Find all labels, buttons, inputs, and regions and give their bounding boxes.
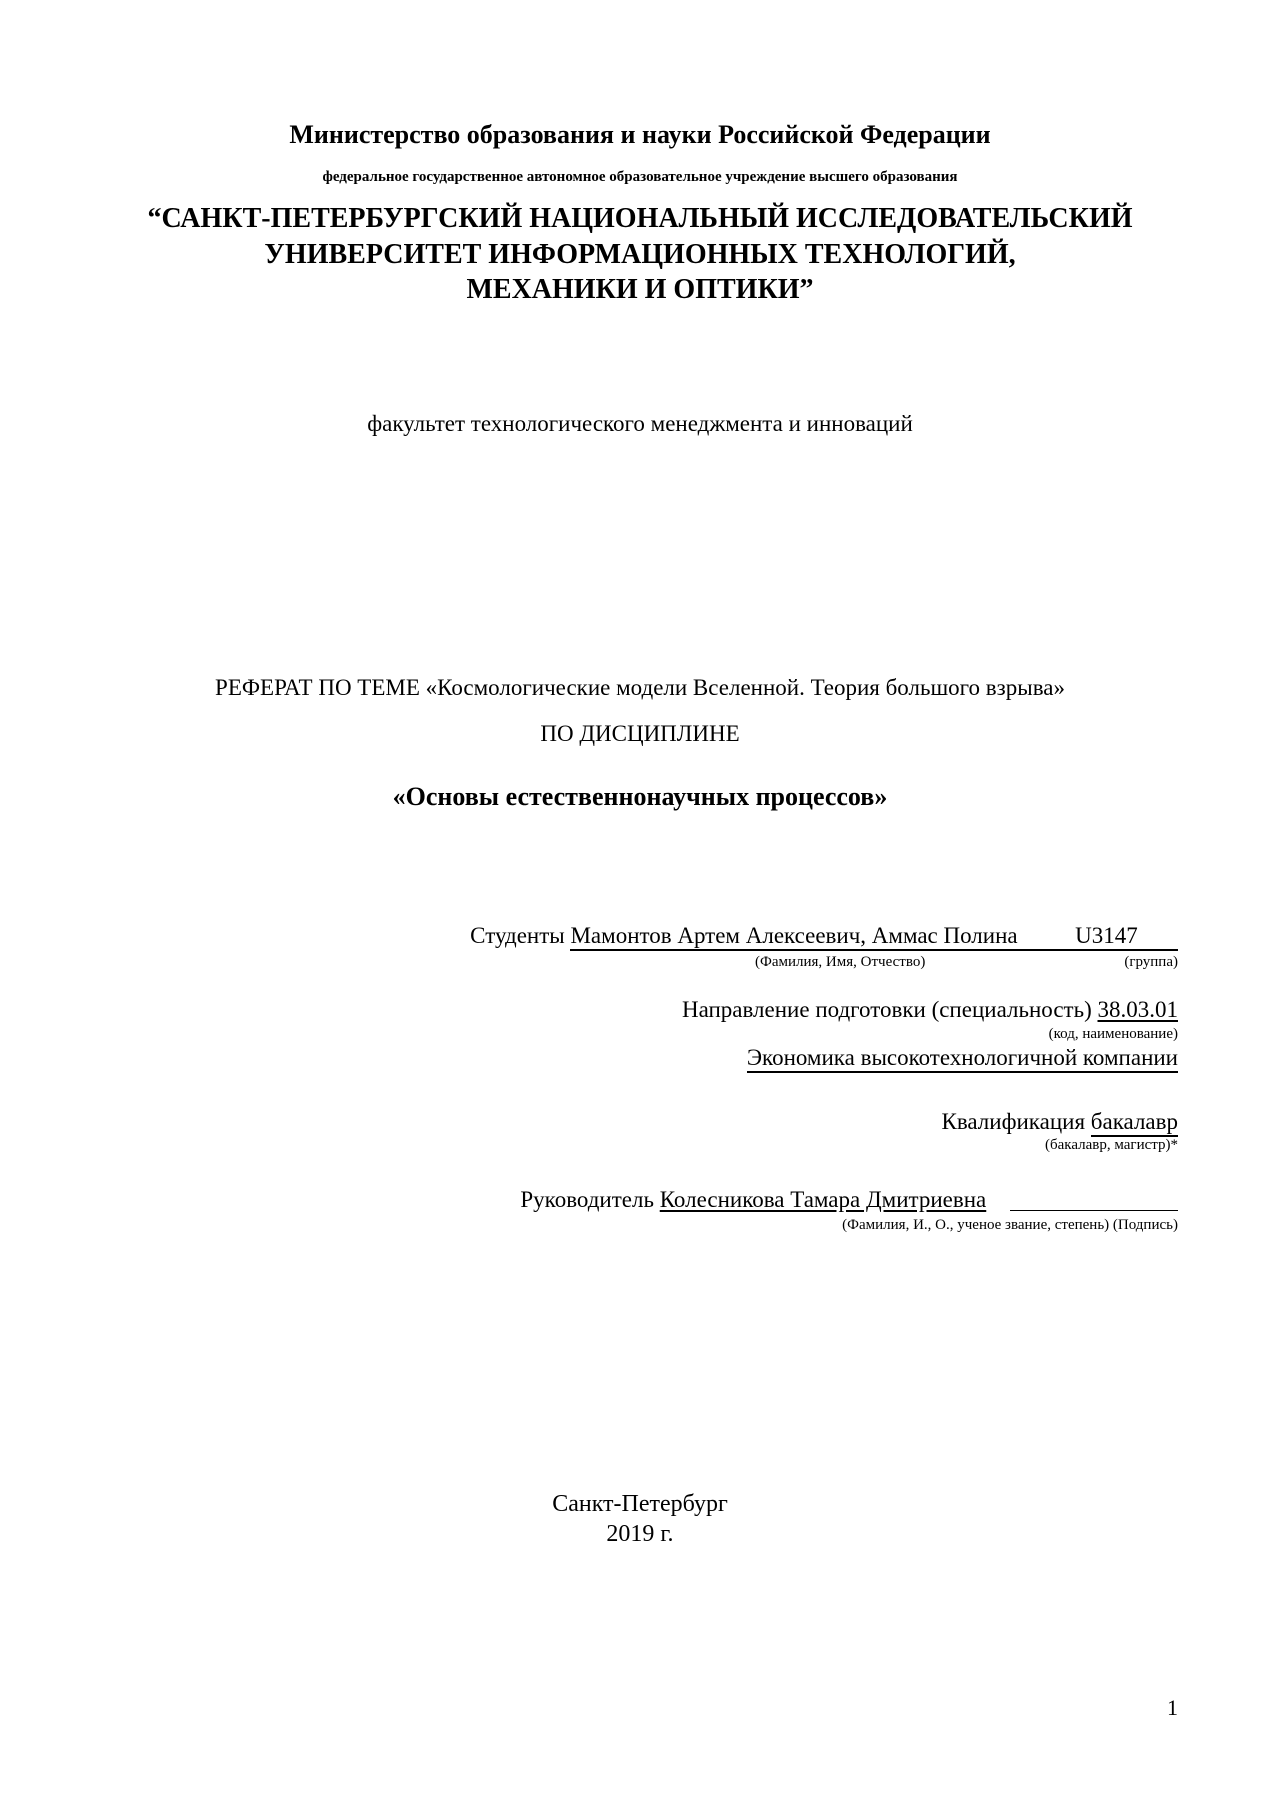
year: 2019 г. <box>606 1521 674 1547</box>
qualification-label: Квалификация <box>941 1109 1086 1134</box>
supervisor-hint: (Фамилия, И., О., ученое звание, степень) (Подпись) <box>842 1217 1178 1233</box>
faculty-name: факультет технологического менеджмента и инноваций <box>367 411 913 436</box>
direction-label: Направление подготовки (специальность) <box>681 997 1092 1022</box>
university-name-line-1: “САНКТ-ПЕТЕРБУРГСКИЙ НАЦИОНАЛЬНЫЙ ИССЛЕДОВАТЕЛЬСКИЙ <box>147 203 1133 234</box>
university-name-line-2: УНИВЕРСИТЕТ ИНФОРМАЦИОННЫХ ТЕХНОЛОГИЙ, <box>264 239 1016 270</box>
university-name-line-3: МЕХАНИКИ И ОПТИКИ” <box>466 274 814 305</box>
page-number: 1 <box>1167 1695 1178 1720</box>
ministry-title: Министерство образования и науки Российской Федерации <box>289 120 991 149</box>
qualification-value: бакалавр <box>1091 1109 1178 1137</box>
direction-name-line <box>747 1046 1178 1069</box>
supervisor-line <box>520 1188 1178 1211</box>
direction-code: 38.03.01 <box>1097 997 1178 1022</box>
students-line <box>470 924 1178 947</box>
discipline-label: ПО ДИСЦИПЛИНЕ <box>540 721 740 746</box>
city: Санкт-Петербург <box>552 1491 728 1517</box>
students-label: Студенты <box>470 923 565 948</box>
students-group-hint: (группа) <box>1124 954 1178 970</box>
direction-line <box>682 998 1178 1021</box>
signature-blank <box>1010 1190 1178 1211</box>
direction-hint: (код, наименование) <box>1048 1026 1178 1042</box>
students-group: U3147 <box>1075 923 1138 948</box>
discipline-name: «Основы естественнонаучных процессов» <box>392 782 888 811</box>
supervisor-name: Колесникова Тамара Дмитриевна <box>659 1187 987 1212</box>
qualification-line <box>942 1110 1179 1133</box>
referat-topic: РЕФЕРАТ ПО ТЕМЕ «Космологические модели Вселенной. Теория большого взрыва» <box>215 675 1065 700</box>
qualification-hint: (бакалавр, магистр)* <box>1045 1137 1178 1153</box>
students-names: Мамонтов Артем Алексеевич, Аммас Полина U3147 <box>570 923 1178 951</box>
direction-name: Экономика высокотехнологичной компании <box>747 1045 1178 1073</box>
institution-type: федеральное государственное автономное образовательное учреждение высшего образования <box>322 169 958 185</box>
supervisor-label: Руководитель <box>520 1187 654 1212</box>
students-names-hint: (Фамилия, Имя, Отчество) <box>755 954 926 970</box>
